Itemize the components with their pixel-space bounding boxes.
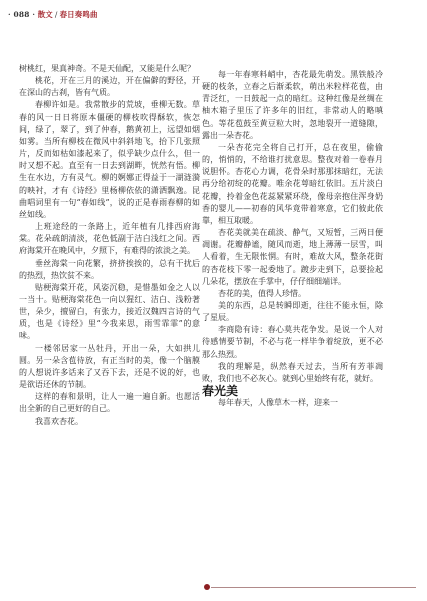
- right-column: [202, 69, 383, 409]
- page-header: · 088 · 散文 / 春日奏鸣曲: [8, 10, 98, 19]
- paragraph: 这样的春和景明，让人一遍一遍自新。也愿活出全新的自己更好的自己。: [19, 392, 200, 414]
- paragraph: 春柳许如是。我常散步的荒坡，垂柳无数。草春的风一日日将原本僵硬的柳枝吹得酥软，恢怎间，绿了，翠了，到了仲春，鹅黄初上，远望如烟如雾。当所有柳枝在微风中斜斜地飞，抬下几张照片，反而如枯如漆起来了，似乎缺少点什么，但一时又想不起。直至有一日去到湖畔，恍然有悟。柳生在水边，方有灵气。柳的婀娜正得益于一湖涟漪的映衬，才有《诗经》里杨柳依依的潇洒飘逸。昆曲唱词里有一句“春如线”，说的正是春雨春柳的如丝如线。: [19, 100, 200, 219]
- paragraph: 桃花，开在三月的溪边，开在偏僻的野径，开在深山的古刹，皆有气质。: [19, 76, 200, 98]
- paragraph: 我喜欢杏花。: [35, 416, 83, 426]
- paragraph: 每年春天，人像草木一样，迎来一: [218, 398, 338, 408]
- paragraph: 树桃红，果真神奇。不是天仙配，又能是什么呢？: [19, 64, 195, 73]
- paragraph: 杏花的美，值得人珍惜。: [218, 288, 306, 298]
- paragraph: 我的理解是，纵然春天过去，当所有芳菲凋败，我们也不必灰心。就到心里始终有花，就好。: [202, 361, 383, 383]
- section-heading: 春光美: [202, 384, 239, 399]
- column-title: 春日奏鸣曲: [59, 10, 98, 19]
- paragraph: 一楼邻居家一丛牡丹，开出一朵，大如拱儿圆。另一朵含苞待放，有正当时的美，像一个脑膜的人想说许多话来了又吞下去，还是不说的好，也是欲语还休的节制。: [19, 343, 200, 390]
- section-label: 散文: [37, 10, 53, 19]
- paragraph: 贴梗海棠开花，风姿沉稳，是惜墨如金之人以一当十。贴梗海棠花色一向以猩红、洁白、浅粉著世，朵少，擅留白，有张力，接近汉魏四言诗的气质，也是《诗经》里“今我来思，雨雪霏霏”的意味。: [19, 282, 200, 341]
- paragraph: 一朵杏花完全将自己打开，总在夜里，偷偷的，悄悄的，不给谁打扰意思。整夜对着一卷春月说胆怀。杏花心力调，花骨朵时那那抹暗红，无法再分给初绽的花瓣。唯余花萼暗红依旧。五片淡白花瓣，拎着金色花蕊紧紧环绕，像母亲抱住浑身奶香的婴儿——初春的风华竟带着寒意，它们彼此依靠，相互取暖。: [202, 142, 383, 225]
- paragraph: 每一年春寒料峭中，杏花最先萌发。黑铁般冷硬的枝条，立春之后渐柔软，萌出米粒样花苞，由青泛红，一日鼓起一点的暗红。这种红像是丝绸在柚木箱子里压了许多年的旧红，非常动人的略嗔色。等花苞鼓至黄豆粒大时，忽地裂开一道缝隙，露出一朵杏花。: [202, 70, 383, 140]
- paragraph: 美的东西，总是转瞬即逝，往往不能永恒，除了星辰。: [202, 300, 383, 323]
- paragraph: 杏花美就美在疏淡、静气，又短暂，三两日便凋谢。花瓣静谧，随风而逝，地上薄薄一层雪，叫人看着，生无限怅惘。有时，难故大风，整条花街的杏花枝下零一起委地了。踱步走到下，总要捡起几朵花，摆放在手掌中，仔仔细细端详。: [202, 228, 383, 286]
- footer-dot: [204, 584, 210, 590]
- footer-rule: [211, 587, 416, 588]
- paragraph: 上班途经的一条路上，近年植有几排西府海棠。花朵疏朗清淡，花色低副于洁白浅红之间。西府海棠开在晚风中，夕照下，有难得的浓淡之美。: [19, 222, 200, 256]
- paragraph: 垂丝海棠一向花繁，挤挤挨挨的，总有干扰后的热烈，热饮贫不来。: [19, 258, 200, 280]
- left-column: [19, 63, 200, 428]
- page-margin: [0, 0, 9, 601]
- paragraph: 李商隐有诗：春心莫共花争发。是说一个人对待感情要节制，不必与花一样毕争着绽放，更不必那么热烈。: [202, 325, 383, 359]
- page-number: · 088 ·: [8, 10, 36, 19]
